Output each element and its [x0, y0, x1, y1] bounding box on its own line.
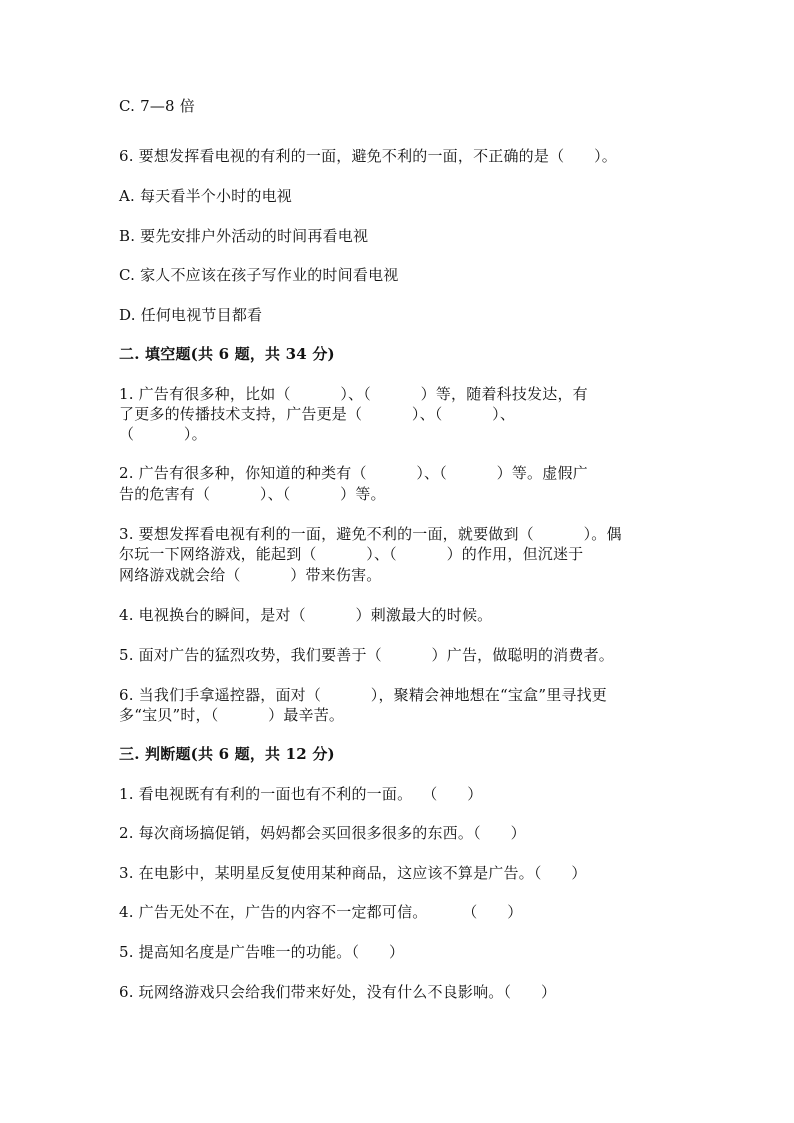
tf-q3: 3. 在电影中，某明星反复使用某种商品，这应该不算是广告。（ ） [119, 864, 587, 882]
section-true-false-title: 三. 判断题(共 6 题，共 12 分) [119, 745, 335, 763]
fill-q1-line1: 1. 广告有很多种，比如（ ）、（ ）等，随着科技发达，有 [119, 385, 588, 403]
tf-q5: 5. 提高知名度是广告唯一的功能。（ ） [119, 943, 405, 961]
fill-q6-line1: 6. 当我们手拿遥控器，面对（ ），聚精会神地想在“宝盒”里寻找更 [119, 686, 607, 704]
option-c-previous-question: C. 7—8 倍 [119, 97, 195, 115]
fill-q3-line1: 3. 要想发挥看电视有利的一面，避免不利的一面，就要做到（ ）。偶 [119, 525, 622, 543]
tf-q6: 6. 玩网络游戏只会给我们带来好处，没有什么不良影响。（ ） [119, 983, 557, 1001]
question-6-option-c: C. 家人不应该在孩子写作业的时间看电视 [119, 266, 399, 284]
fill-q2-line2: 告的危害有（ ）、（ ）等。 [119, 485, 386, 503]
fill-q6-line2: 多“宝贝”时，（ ）最辛苦。 [119, 706, 345, 724]
fill-q3-line2: 尔玩一下网络游戏，能起到（ ）、（ ）的作用，但沉迷于 [119, 545, 584, 563]
tf-q4: 4. 广告无处不在，广告的内容不一定都可信。 （ ） [119, 903, 523, 921]
section-fill-in-title: 二. 填空题(共 6 题，共 34 分) [119, 345, 335, 363]
fill-q5-line1: 5. 面对广告的猛烈攻势，我们要善于（ ）广告，做聪明的消费者。 [119, 646, 614, 664]
fill-q3-line3: 网络游戏就会给（ ）带来伤害。 [119, 566, 382, 584]
question-6-option-b: B. 要先安排户外活动的时间再看电视 [119, 227, 369, 245]
question-6-stem: 6. 要想发挥看电视的有利的一面，避免不利的一面，不正确的是（ ）。 [119, 147, 617, 165]
fill-q4-line1: 4. 电视换台的瞬间，是对（ ）刺激最大的时候。 [119, 606, 493, 624]
question-6-option-a: A. 每天看半个小时的电视 [119, 187, 292, 205]
tf-q2: 2. 每次商场搞促销，妈妈都会买回很多很多的东西。（ ） [119, 824, 526, 842]
fill-q1-line2: 了更多的传播技术支持，广告更是（ ）、（ ）、 [119, 405, 516, 423]
tf-q1: 1. 看电视既有有利的一面也有不利的一面。 （ ） [119, 785, 483, 803]
fill-q2-line1: 2. 广告有很多种，你知道的种类有（ ）、（ ）等。虚假广 [119, 464, 588, 482]
fill-q1-line3: （ ）。 [119, 425, 207, 443]
question-6-option-d: D. 任何电视节目都看 [119, 306, 263, 324]
